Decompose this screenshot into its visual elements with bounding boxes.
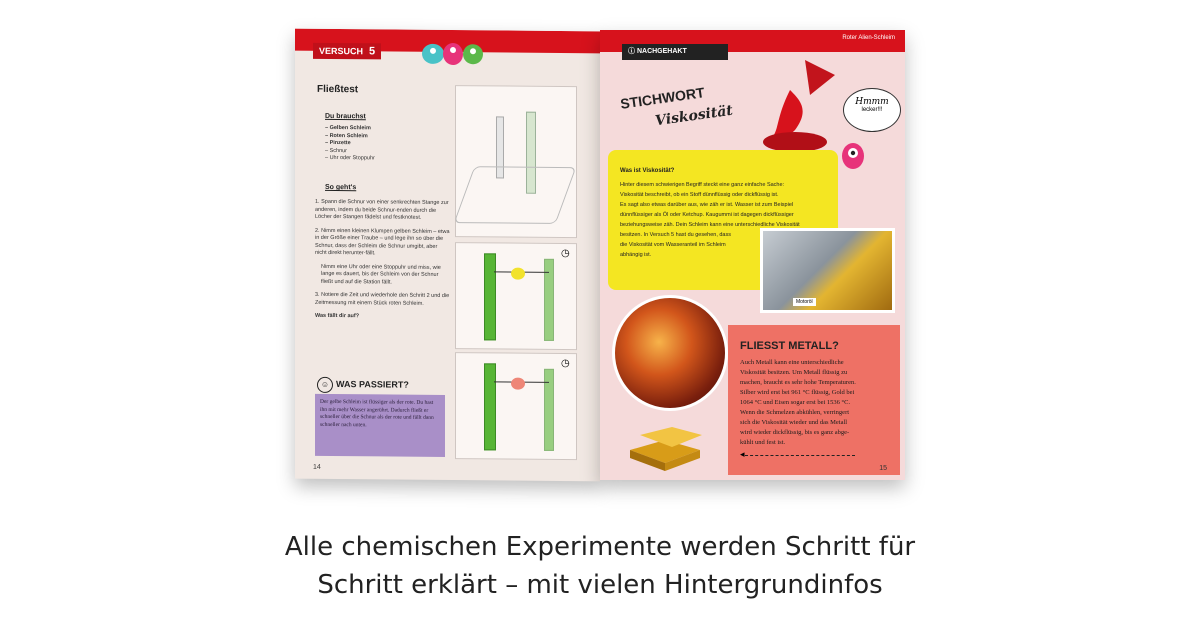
- question: Was fällt dir auf?: [315, 312, 360, 320]
- clock-icon: ◷: [561, 247, 570, 260]
- gold-bars-illustration: [620, 405, 720, 475]
- metall-text: [740, 358, 890, 448]
- needs-list: [325, 125, 435, 163]
- motor-oil-photo: [760, 228, 895, 313]
- nachgehakt-tag: [622, 44, 728, 60]
- caption-line-1: Alle chemischen Experimente werden Schritt für: [284, 532, 916, 562]
- text-line: dünnflüssiger als Öl oder Ketchup. Kaugummi ist dagegen dickflüssiger: [620, 212, 794, 218]
- pink-monster-illustration: [840, 140, 866, 174]
- step-item: 2. Nimm einen kleinen Klumpen gelben Schleim – etwa in der Größe einer Traube – und lege ihn so über die Schnur, dass der Schleim die Schnur umgibt, aber nicht direkt herunter-fällt.: [315, 227, 450, 257]
- text-line: Viskosität beschreibt, ob ein Stoff dünnflüssig oder dickflüssig ist.: [620, 192, 779, 198]
- text-line: Silber wird erst bei 961 °C flüssig, Gold bei: [740, 389, 855, 396]
- needs-item: – Pinzette: [325, 139, 351, 147]
- text-line: Auch Metall kann eine unterschiedliche: [740, 359, 844, 366]
- step-illustration-3: [455, 352, 577, 460]
- text-line: Es sagt also etwas darüber aus, wie zäh er ist. Wasser ist zum Beispiel: [620, 202, 794, 208]
- speech-subtext: lecker!!!: [861, 107, 883, 113]
- result-heading-text: WAS PASSIERT?: [336, 379, 409, 390]
- steps-heading: So geht's: [325, 183, 357, 192]
- dashed-arrow: [745, 455, 855, 456]
- stichwort-label: STICHWORT: [619, 84, 706, 112]
- info-icon: ⓘ: [628, 48, 635, 55]
- versuch-number: 5: [369, 45, 376, 58]
- text-line: abhängig ist.: [620, 252, 652, 258]
- text-line: Viskosität besitzen. Um Metall flüssig zu: [740, 369, 848, 376]
- stichwort-title: Viskosität: [654, 102, 734, 130]
- needs-item: – Roten Schleim: [325, 132, 368, 139]
- text-line: machen, braucht es sehr hohe Temperaturen.: [740, 379, 856, 386]
- text-line: besitzen. In Versuch 5 hast du gesehen, dass: [620, 232, 731, 238]
- caption-line-2: Schritt erklärt – mit vielen Hintergrundinfos: [317, 570, 883, 600]
- text-line: wird wieder dickflüssig, bis es ganz abge-: [740, 429, 850, 436]
- text-line: sich die Viskosität wieder und das Metall: [740, 419, 848, 426]
- versuch-tag: [313, 43, 381, 60]
- experiment-title: Fließtest: [317, 83, 359, 96]
- text-line: 1064 °C und Eisen sogar erst bei 1536 °C.: [740, 399, 851, 406]
- step-item: 3. Notiere die Zeit und wiederhole den Schritt 2 und die Zeitmessung mit einem Stück roten Schleim.: [315, 291, 450, 307]
- versuch-label: VERSUCH: [319, 45, 364, 57]
- result-box: [315, 394, 445, 457]
- monster-illustration: [415, 32, 485, 67]
- text-line: beziehungsweise zäh. Dein Schleim kann eine unterschiedliche Viskosität: [620, 222, 800, 228]
- metall-heading: FLIESST METALL?: [740, 340, 839, 352]
- header-right-text: Roter Alien-Schleim: [842, 35, 895, 41]
- page-number-right: 15: [879, 465, 887, 472]
- text-line: Wenn die Schmelzen abkühlen, verringert: [740, 409, 850, 416]
- left-page: [295, 29, 600, 482]
- result-text: Der gelbe Schleim ist flüssiger als der rote. Du hast ihn mit mehr Wasser angerührt. Dadurch fließt er schneller über die Schnur als der rote und fällt dann schneller nach unten.: [320, 398, 434, 428]
- step-illustration-1: [455, 85, 577, 238]
- right-page: [600, 30, 905, 480]
- needs-item: – Schnur: [325, 147, 348, 154]
- needs-item: – Uhr oder Stoppuhr: [325, 154, 375, 162]
- step-illustration-2: [455, 242, 577, 350]
- clock-icon: ◷: [561, 357, 570, 370]
- molten-metal-photo: [612, 295, 728, 411]
- step-item: 1. Spann die Schnur von einer senkrechten Stange zur anderen, indem du beide Schnur-enden durch die Löcher der Stangen fädelst und festknotest.: [315, 198, 449, 221]
- speech-text: Hmmm: [855, 97, 889, 107]
- arrow-left-icon: ◂: [740, 449, 745, 459]
- step-item: Nimm eine Uhr oder eine Stoppuhr und miss, wie lange es dauert, bis der Schleim von der Schnur fließt und auf die Station fällt.: [321, 263, 441, 286]
- text-line: kühlt und fest ist.: [740, 439, 786, 446]
- steps-list: [315, 199, 450, 322]
- page-number-left: 14: [313, 463, 321, 471]
- speech-bubble: [843, 88, 901, 132]
- oil-label: Motoröl: [793, 298, 816, 306]
- nachgehakt-label: NACHGEHAKT: [636, 48, 687, 55]
- text-line: Hinter diesem schwierigen Begriff steckt eine ganz einfache Sache:: [620, 182, 785, 188]
- needs-heading: Du brauchst: [325, 112, 366, 121]
- needs-item: – Gelben Schleim: [325, 124, 371, 132]
- text-line: die Viskosität vom Wasseranteil im Schleim: [620, 242, 726, 248]
- result-heading: [317, 377, 409, 394]
- viskositaet-question: Was ist Viskosität?: [620, 168, 675, 174]
- slime-pour-illustration: [750, 60, 840, 155]
- monster-face-icon: ☺: [317, 377, 333, 393]
